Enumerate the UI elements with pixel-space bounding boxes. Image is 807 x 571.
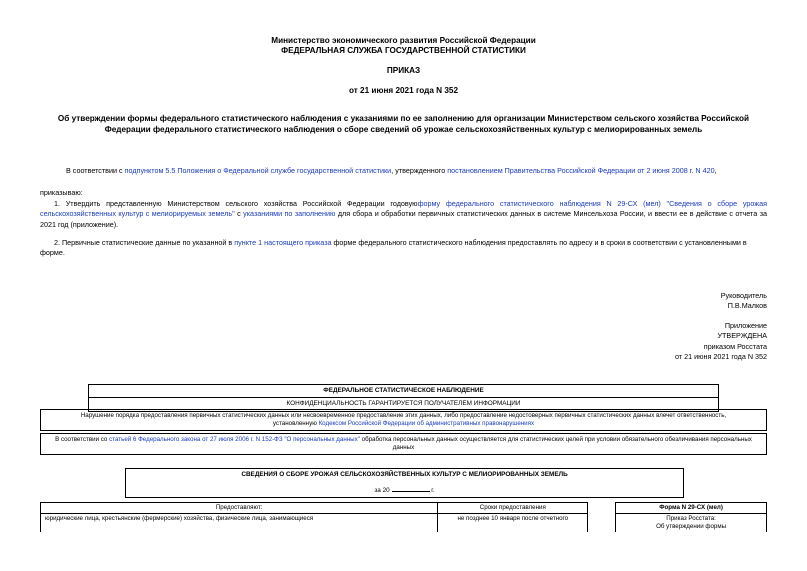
text: установленную	[272, 420, 319, 428]
personal-data-notice	[40, 433, 767, 455]
document-date: от 21 июня 2021 года N 352	[348, 86, 459, 95]
violation-notice	[40, 409, 767, 431]
form-year	[126, 485, 683, 495]
form-title: СВЕДЕНИЯ О СБОРЕ УРОЖАЯ СЕЛЬСКОХОЗЯЙСТВЕННЫХ КУЛЬТУР С МЕЛИОРИРОВАННЫХ ЗЕМЕЛЬ	[241, 471, 568, 478]
signature-block	[721, 291, 767, 312]
link-item-1[interactable]: пункте 1 настоящего приказа	[234, 238, 332, 247]
row-deadline: не позднее 10 января после отчетного	[438, 514, 588, 533]
service-name: ФЕДЕРАЛЬНАЯ СЛУЖБА ГОСУДАРСТВЕННОЙ СТАТИСТИКИ	[281, 46, 526, 55]
text: 1. Утвердить представленную Министерством сельского хозяйства Российской Федерации годовую	[54, 199, 418, 208]
appendix-approved: УТВЕРЖДЕНА	[717, 331, 767, 341]
spacer	[588, 514, 616, 533]
paragraph-basis	[66, 166, 766, 175]
paragraph-item-2	[40, 238, 767, 259]
ministry-name: Министерство экономического развития Российской Федерации	[271, 36, 536, 45]
paragraph-item-1	[40, 199, 767, 230]
text: обработка персональных данных осуществляется для статистических целей при условии обязательного обезличивания персональных данных	[359, 436, 752, 452]
text: с	[234, 209, 244, 219]
observation-title: ФЕДЕРАЛЬНОЕ СТАТИСТИЧЕСКОЕ НАБЛЮДЕНИЕ	[89, 385, 719, 398]
text: для сбора и обработки первичных статистических данных в системе Минсельхоза России, и ввести ее в действие с отчета за 2021 год (приложение).	[40, 209, 767, 229]
appendix-date: от 21 июня 2021 года N 352	[674, 352, 767, 362]
personal-data-cell	[41, 434, 767, 455]
link-form-29sx[interactable]: форму федерального статистического наблюдения N 29-СХ (мел) "Сведения о сборе урожая сельскохозяйственных культур с мелиорируемых земель"	[40, 199, 767, 219]
col-deadline: Сроки предоставления	[438, 503, 588, 514]
signature-title: Руководитель	[720, 291, 767, 300]
spacer	[588, 503, 616, 514]
text: В соответствии с	[66, 166, 125, 175]
violation-cell	[41, 410, 767, 431]
appendix-label: Приложение	[724, 321, 767, 330]
signature-name: П.В.Малков	[727, 301, 767, 311]
appendix-block	[675, 321, 767, 363]
link-instructions[interactable]: указаниями по заполнению	[243, 209, 336, 219]
text: Об утверждении формы	[656, 523, 727, 531]
link-regulation[interactable]: подпунктом 5.5 Положения о Федеральной службе государственной статистики	[124, 166, 392, 175]
text: ,	[714, 166, 717, 175]
paragraph-order: приказываю:	[40, 188, 83, 197]
text: 2. Первичные статистические данные по указанной в	[54, 238, 235, 247]
confidential-notice: КОНФИДЕНЦИАЛЬНОСТЬ ГАРАНТИРУЕТСЯ ПОЛУЧАТЕЛЕМ ИНФОРМАЦИИ	[89, 398, 719, 411]
document-subject: Об утверждении формы федерального статистического наблюдения с указаниями по ее заполнению для организации Министерством сельского хозяйства Российской Федерации федерального статистического наблюдения о сборе сведений об урожае сельскохозяйственных культур с мелиорированных земель	[57, 114, 750, 135]
text: , утвержденного	[391, 166, 448, 175]
row-submit: юридические лица, крестьянские (фермерские) хозяйства, физические лица, занимающиеся	[41, 514, 438, 533]
col-submit: Предоставляют:	[41, 503, 438, 514]
link-personal-data-law[interactable]: статьей 6 Федерального закона от 27 июля 2006 г. N 152-ФЗ "О персональных данных"	[109, 436, 360, 443]
appendix-by: приказом Росстата	[703, 341, 767, 351]
form-header-table	[40, 502, 767, 532]
form-title-box	[125, 468, 684, 498]
violation-text: Нарушение порядка предоставления первичных статистических данных или несвоевременное предоставление этих данных, либо предоставление недостоверных первичных статистических данных влечет ответственность,	[80, 412, 727, 419]
document-type: ПРИКАЗ	[386, 66, 421, 75]
text: за 20	[374, 487, 390, 494]
year-blank-line	[392, 485, 430, 492]
col-form: Форма N 29-СХ (мел)	[616, 503, 767, 514]
link-government-decree[interactable]: постановлением Правительства Российской Федерации от 2 июня 2008 г. N 420	[447, 166, 715, 175]
text: форме федерального статистического наблюдения предоставлять по адресу и в сроки в соответствии с установленными в форме.	[40, 238, 747, 258]
row-form	[616, 514, 767, 533]
observation-table	[88, 384, 719, 412]
text: В соответствии со	[55, 436, 110, 443]
link-admin-code[interactable]: Кодексом Российской Федерации об административных правонарушениях	[318, 420, 535, 428]
violation-line	[47, 420, 760, 428]
text: Приказ Росстата:	[666, 515, 716, 523]
text: г.	[431, 487, 435, 494]
